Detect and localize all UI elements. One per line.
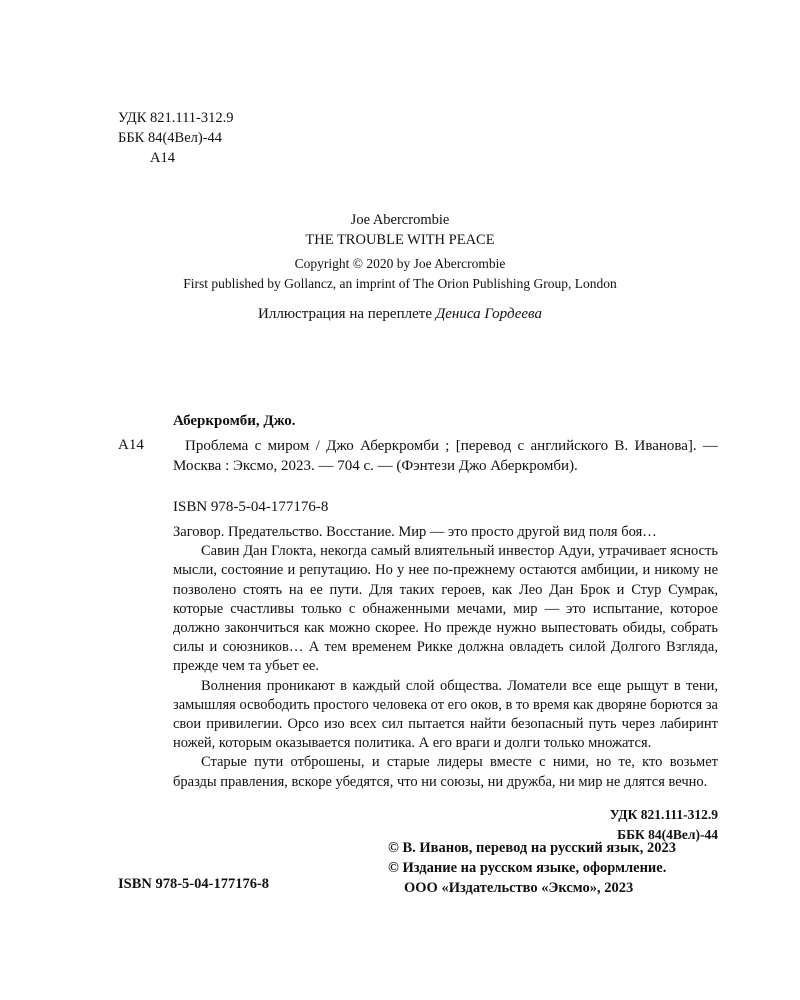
copyright-translation: © В. Иванов, перевод на русский язык, 2023: [388, 840, 676, 856]
copyright-publisher: ООО «Издательство «Эксмо», 2023: [404, 880, 634, 896]
catalog-heading: Аберкромби, Джо.: [173, 413, 296, 429]
catalog-udk: УДК 821.111-312.9: [609, 807, 718, 822]
cutter-code: А14: [150, 150, 175, 166]
title-original: THE TROUBLE WITH PEACE: [305, 232, 495, 248]
annotation: [173, 523, 718, 792]
catalog-isbn: ISBN 978-5-04-177176-8: [173, 499, 329, 515]
classification-codes: [118, 108, 234, 168]
copyright-line: Copyright © 2020 by Joe Abercrombie: [294, 256, 506, 271]
first-published-line: First published by Gollancz, an imprint of The Orion Publishing Group, London: [183, 276, 617, 291]
footer-copyrights: [388, 838, 676, 898]
copyright-edition: © Издание на русском языке, оформление.: [388, 860, 667, 876]
catalog-bbk: ББК 84(4Вел)-44: [617, 827, 718, 842]
bibliographic-description: Проблема с миром / Джо Аберкромби ; [перевод с английского В. Иванова]. — Москва : Эксмо, 2023. — 704 с. — (Фэнтези Джо Аберкромби).: [173, 438, 718, 474]
catalog-record: [118, 413, 718, 842]
annotation-paragraph: Старые пути отброшены, и старые лидеры вместе с ними, но те, кто возьмет бразды правления, вскоре убедятся, что ни союзы, ни дружба, ни мир не длятся вечно.: [173, 754, 718, 790]
annotation-paragraph: Волнения проникают в каждый слой общества. Ломатели все еще рыщут в тени, замышляя освободить простого человека от его оков, в то время как дворяне борются за свои привилегии. Орсо изо всех сил пытается найти безопасный путь через лабиринт ножей, которым оказывается политика. А его враги и долги только множатся.: [173, 677, 718, 752]
catalog-cutter: А14: [118, 437, 144, 453]
author-original: Joe Abercrombie: [350, 212, 450, 228]
annotation-paragraph: Савин Дан Глокта, некогда самый влиятельный инвестор Адуи, утрачивает ясность мысли, состояние и репутацию. Но у нее по-прежнему остаются амбиции, и никому не позволено стоять на ее пути. Для таких героев, как Лео Дан Брок и Стур Сумрак, которые счастливы только с обнаженными мечами, мир — это испытание, которое должно закончиться как можно скорее. Но прежде нужно выпестовать обиды, собрать силы и союзников… А тем временем Рикке должна овладеть силой Долгого Взгляда, прежде чем та убьет ее.: [173, 543, 718, 675]
udk-code: УДК 821.111-312.9: [118, 110, 234, 126]
footer-isbn: ISBN 978-5-04-177176-8: [118, 876, 270, 892]
illustration-prefix: Иллюстрация на переплете: [258, 306, 436, 322]
illustration-credit: [0, 304, 800, 324]
illustrator-name: Дениса Гордеева: [435, 306, 542, 322]
original-credits: [0, 210, 800, 324]
annotation-paragraph: Заговор. Предательство. Восстание. Мир — это просто другой вид поля боя…: [173, 524, 657, 540]
bbk-code: ББК 84(4Вел)-44: [118, 130, 223, 146]
